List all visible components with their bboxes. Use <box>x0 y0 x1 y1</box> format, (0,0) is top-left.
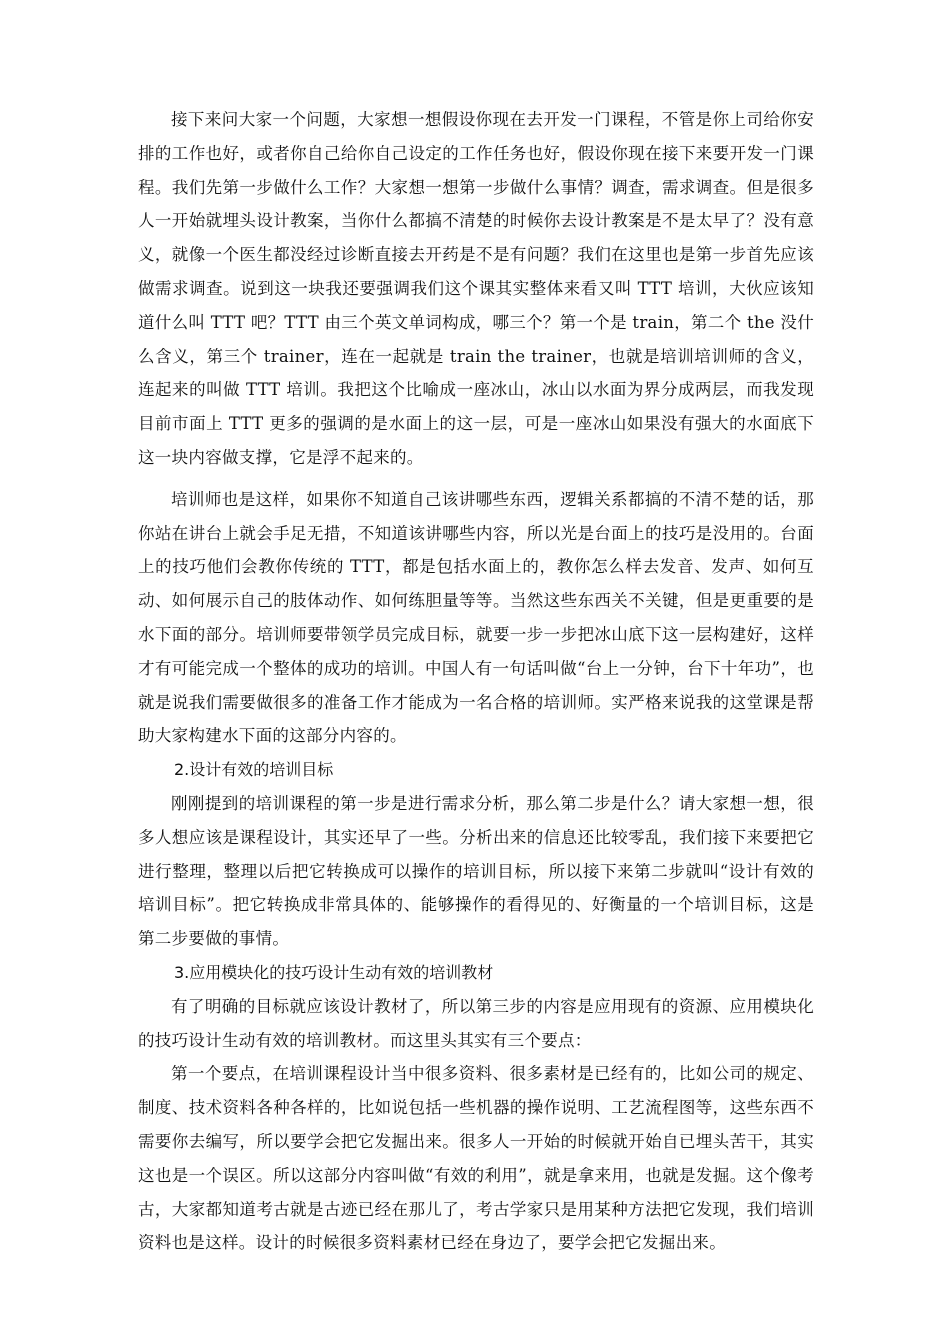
paragraph-materials: 有了明确的目标就应该设计教材了，所以第三步的内容是应用现有的资源、应用模块化的技巧设计生动有效的培训教材。而这里头其实有三个要点： <box>138 996 814 1050</box>
paragraph-intro: 接下来问大家一个问题，大家想一想假设你现在去开发一门课程，不管是你上司给你安排的工作也好，或者你自己给你自己设定的工作任务也好，假设你现在接下来要开发一门课程。我们先第一步做什么工作？大家想一想第一步做什么事情？调查，需求调查。但是很多人一开始就埋头设计教案，当你什么都搞不清楚的时候你去设计教案是不是太早了？没有意义，就像一个医生都没经过诊断直接去开药是不是有问题？我们在这里也是第一步首先应该做需求调查。说到这一块我还要强调我们这个课其实整体来看又叫 TTT 培训，大伙应该知道什么叫 TTT 吧？TTT 由三个英文单词构成，哪三个？第一个是 train，第二个 the 没什么含义，第三个 trainer，连在一起就是 train the trainer，也就是培训培训师的含义，连起来的叫做 TTT 培训。我把这个比喻成一座冰山，冰山以水面为界分成两层，而我发现目前市面上 TTT 更多的强调的是水面上的这一层，可是一座冰山如果没有强大的水面底下这一块内容做支撑，它是浮不起来的。 <box>138 110 815 467</box>
paragraph-objectives: 刚刚提到的培训课程的第一步是进行需求分析，那么第二步是什么？请大家想一想，很多人想应该是课程设计，其实还早了一些。分析出来的信息还比较零乱，我们接下来要把它进行整理，整理以后把它转换成可以操作的培训目标，所以接下来第二步就叫“设计有效的培训目标”。把它转换成非常具体的、能够操作的看得见的、好衡量的一个培训目标，这是第二步要做的事情。 <box>138 793 814 949</box>
paragraph-trainer: 培训师也是这样，如果你不知道自己该讲哪些东西，逻辑关系都搞的不清不楚的话，那你站在讲台上就会手足无措，不知道该讲哪些内容，所以光是台面上的技巧是没用的。台面上的技巧他们会教你传统的 TTT，都是包括水面上的，教你怎么样去发音、发声、如何互动、如何展示自己的肢体动作、如何练胆量等等。当然这些东西关不关键，但是更重要的是水下面的部分。培训师要带领学员完成目标，就要一步一步把冰山底下这一层构建好，这样才有可能完成一个整体的成功的培训。中国人有一句话叫做“台上一分钟，台下十年功”，也就是说我们需要做很多的准备工作才能成为一名合格的培训师。实严格来说我的这堂课是帮助大家构建水下面的这部分内容的。 <box>138 489 814 746</box>
paragraph-gap <box>138 475 814 483</box>
document-page <box>138 103 814 1260</box>
paragraph-first-point: 第一个要点，在培训课程设计当中很多资料、很多素材是已经有的，比如公司的规定、制度、技术资料各种各样的，比如说包括一些机器的操作说明、工艺流程图等，这些东西不需要你去编写，所以要学会把它发掘出来。很多人一开始的时候就开始自已埋头苦干，其实这也是一个误区。所以这部分内容叫做“有效的利用”，就是拿来用，也就是发掘。这个像考古，大家都知道考古就是古迹已经在那儿了，考古学家只是用某种方法把它发现，我们培训资料也是这样。设计的时候很多资料素材已经在身边了，要学会把它发掘出来。 <box>138 1064 814 1253</box>
section-heading-2: 2.设计有效的培训目标 <box>174 760 334 780</box>
section-heading-3: 3.应用模块化的技巧设计生动有效的培训教材 <box>174 962 494 982</box>
